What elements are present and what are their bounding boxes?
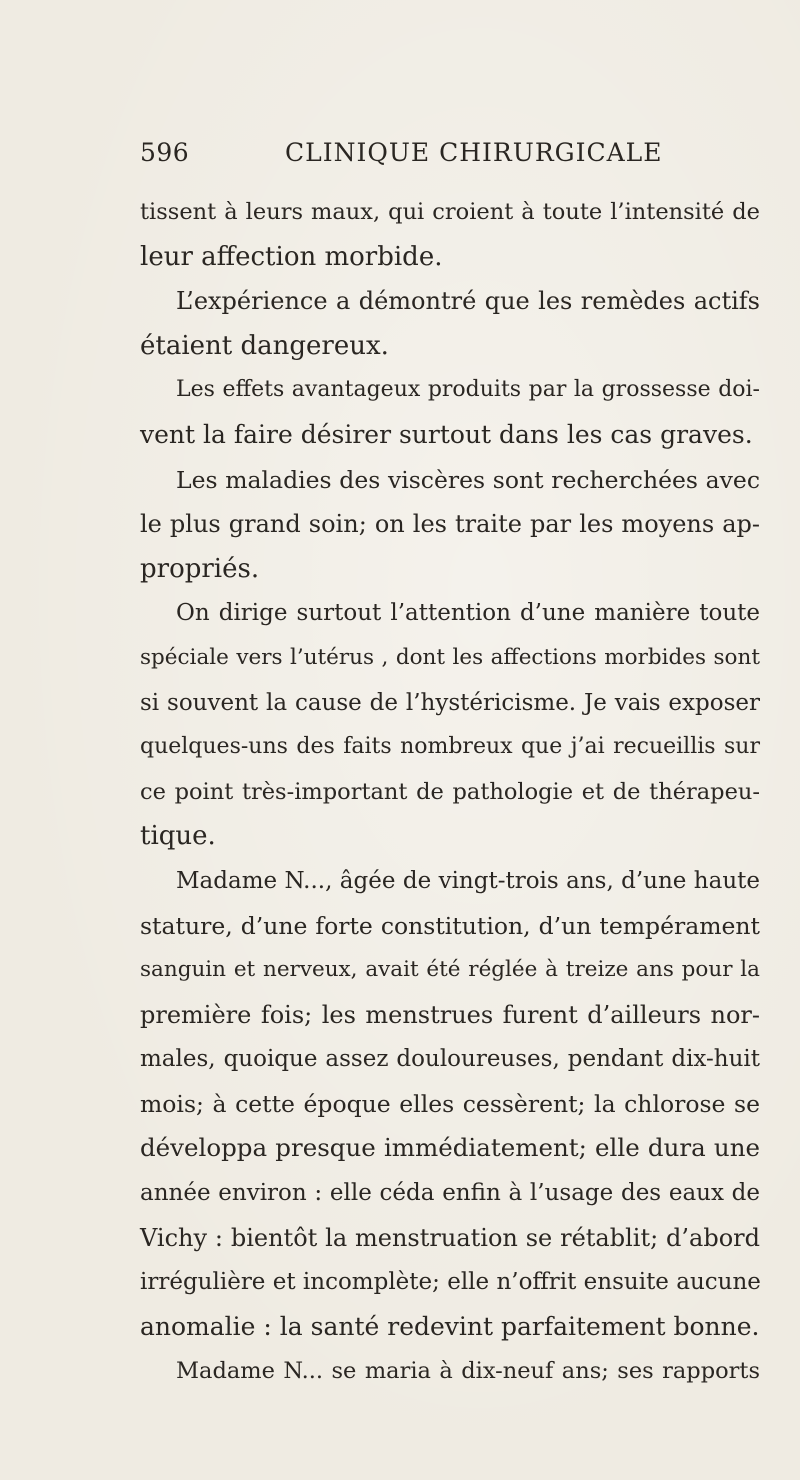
text-line: ce point très-important de pathologie et de thérapeu-: [140, 778, 760, 805]
body-text: [140, 190, 760, 1394]
text-line: irrégulière et incomplète; elle n’offrit ensuite aucune: [140, 1269, 761, 1296]
text-line: mois; à cette époque elles cessèrent; la chlorose se: [140, 1089, 760, 1118]
text-line: leur affection morbide.: [140, 241, 443, 272]
text-line: Vichy : bientôt la menstruation se rétablit; d’abord: [140, 1223, 760, 1252]
text-line: étaient dangereux.: [140, 330, 389, 361]
text-line: quelques-uns des faits nombreux que j’ai recueillis sur: [140, 734, 760, 760]
text-line: année environ : elle céda enfin à l’usage des eaux de: [140, 1180, 760, 1207]
text-line: vent la faire désirer surtout dans les cas graves.: [140, 419, 753, 449]
text-line: si souvent la cause de l’hystéricisme. Je vais exposer: [140, 689, 760, 716]
text-line: Madame N..., âgée de vingt-trois ans, d’une haute: [176, 867, 760, 894]
text-line: On dirige surtout l’attention d’une manière toute: [176, 600, 760, 627]
page-header: [140, 138, 760, 178]
text-line: L’expérience a démontré que les remèdes actifs: [176, 287, 760, 316]
text-line: sanguin et nerveux, avait été réglée à treize ans pour la: [140, 957, 760, 983]
text-line: propriés.: [140, 553, 260, 584]
page-number: 596: [140, 138, 190, 167]
text-line: Madame N... se maria à dix-neuf ans; ses rapports: [176, 1358, 760, 1385]
text-line: Les maladies des viscères sont recherchées avec: [176, 465, 760, 494]
text-line: tissent à leurs maux, qui croient à toute l’intensité de: [140, 199, 760, 225]
text-line: stature, d’une forte constitution, d’un tempérament: [140, 911, 760, 940]
text-line: anomalie : la santé redevint parfaitement bonne.: [140, 1311, 760, 1341]
text-line: première fois; les menstrues furent d’ailleurs nor-: [140, 1000, 760, 1029]
text-line: développa presque immédiatement; elle dura une: [140, 1133, 760, 1163]
running-title: CLINIQUE CHIRURGICALE: [285, 138, 663, 167]
text-line: spéciale vers l’utérus , dont les affections morbides sont: [140, 644, 760, 670]
text-line: le plus grand soin; on les traite par les moyens ap-: [140, 510, 760, 539]
text-line: Les effets avantageux produits par la grossesse doi-: [176, 377, 760, 403]
text-line: tique.: [140, 821, 216, 852]
text-line: males, quoique assez douloureuses, pendant dix-huit: [140, 1046, 760, 1073]
